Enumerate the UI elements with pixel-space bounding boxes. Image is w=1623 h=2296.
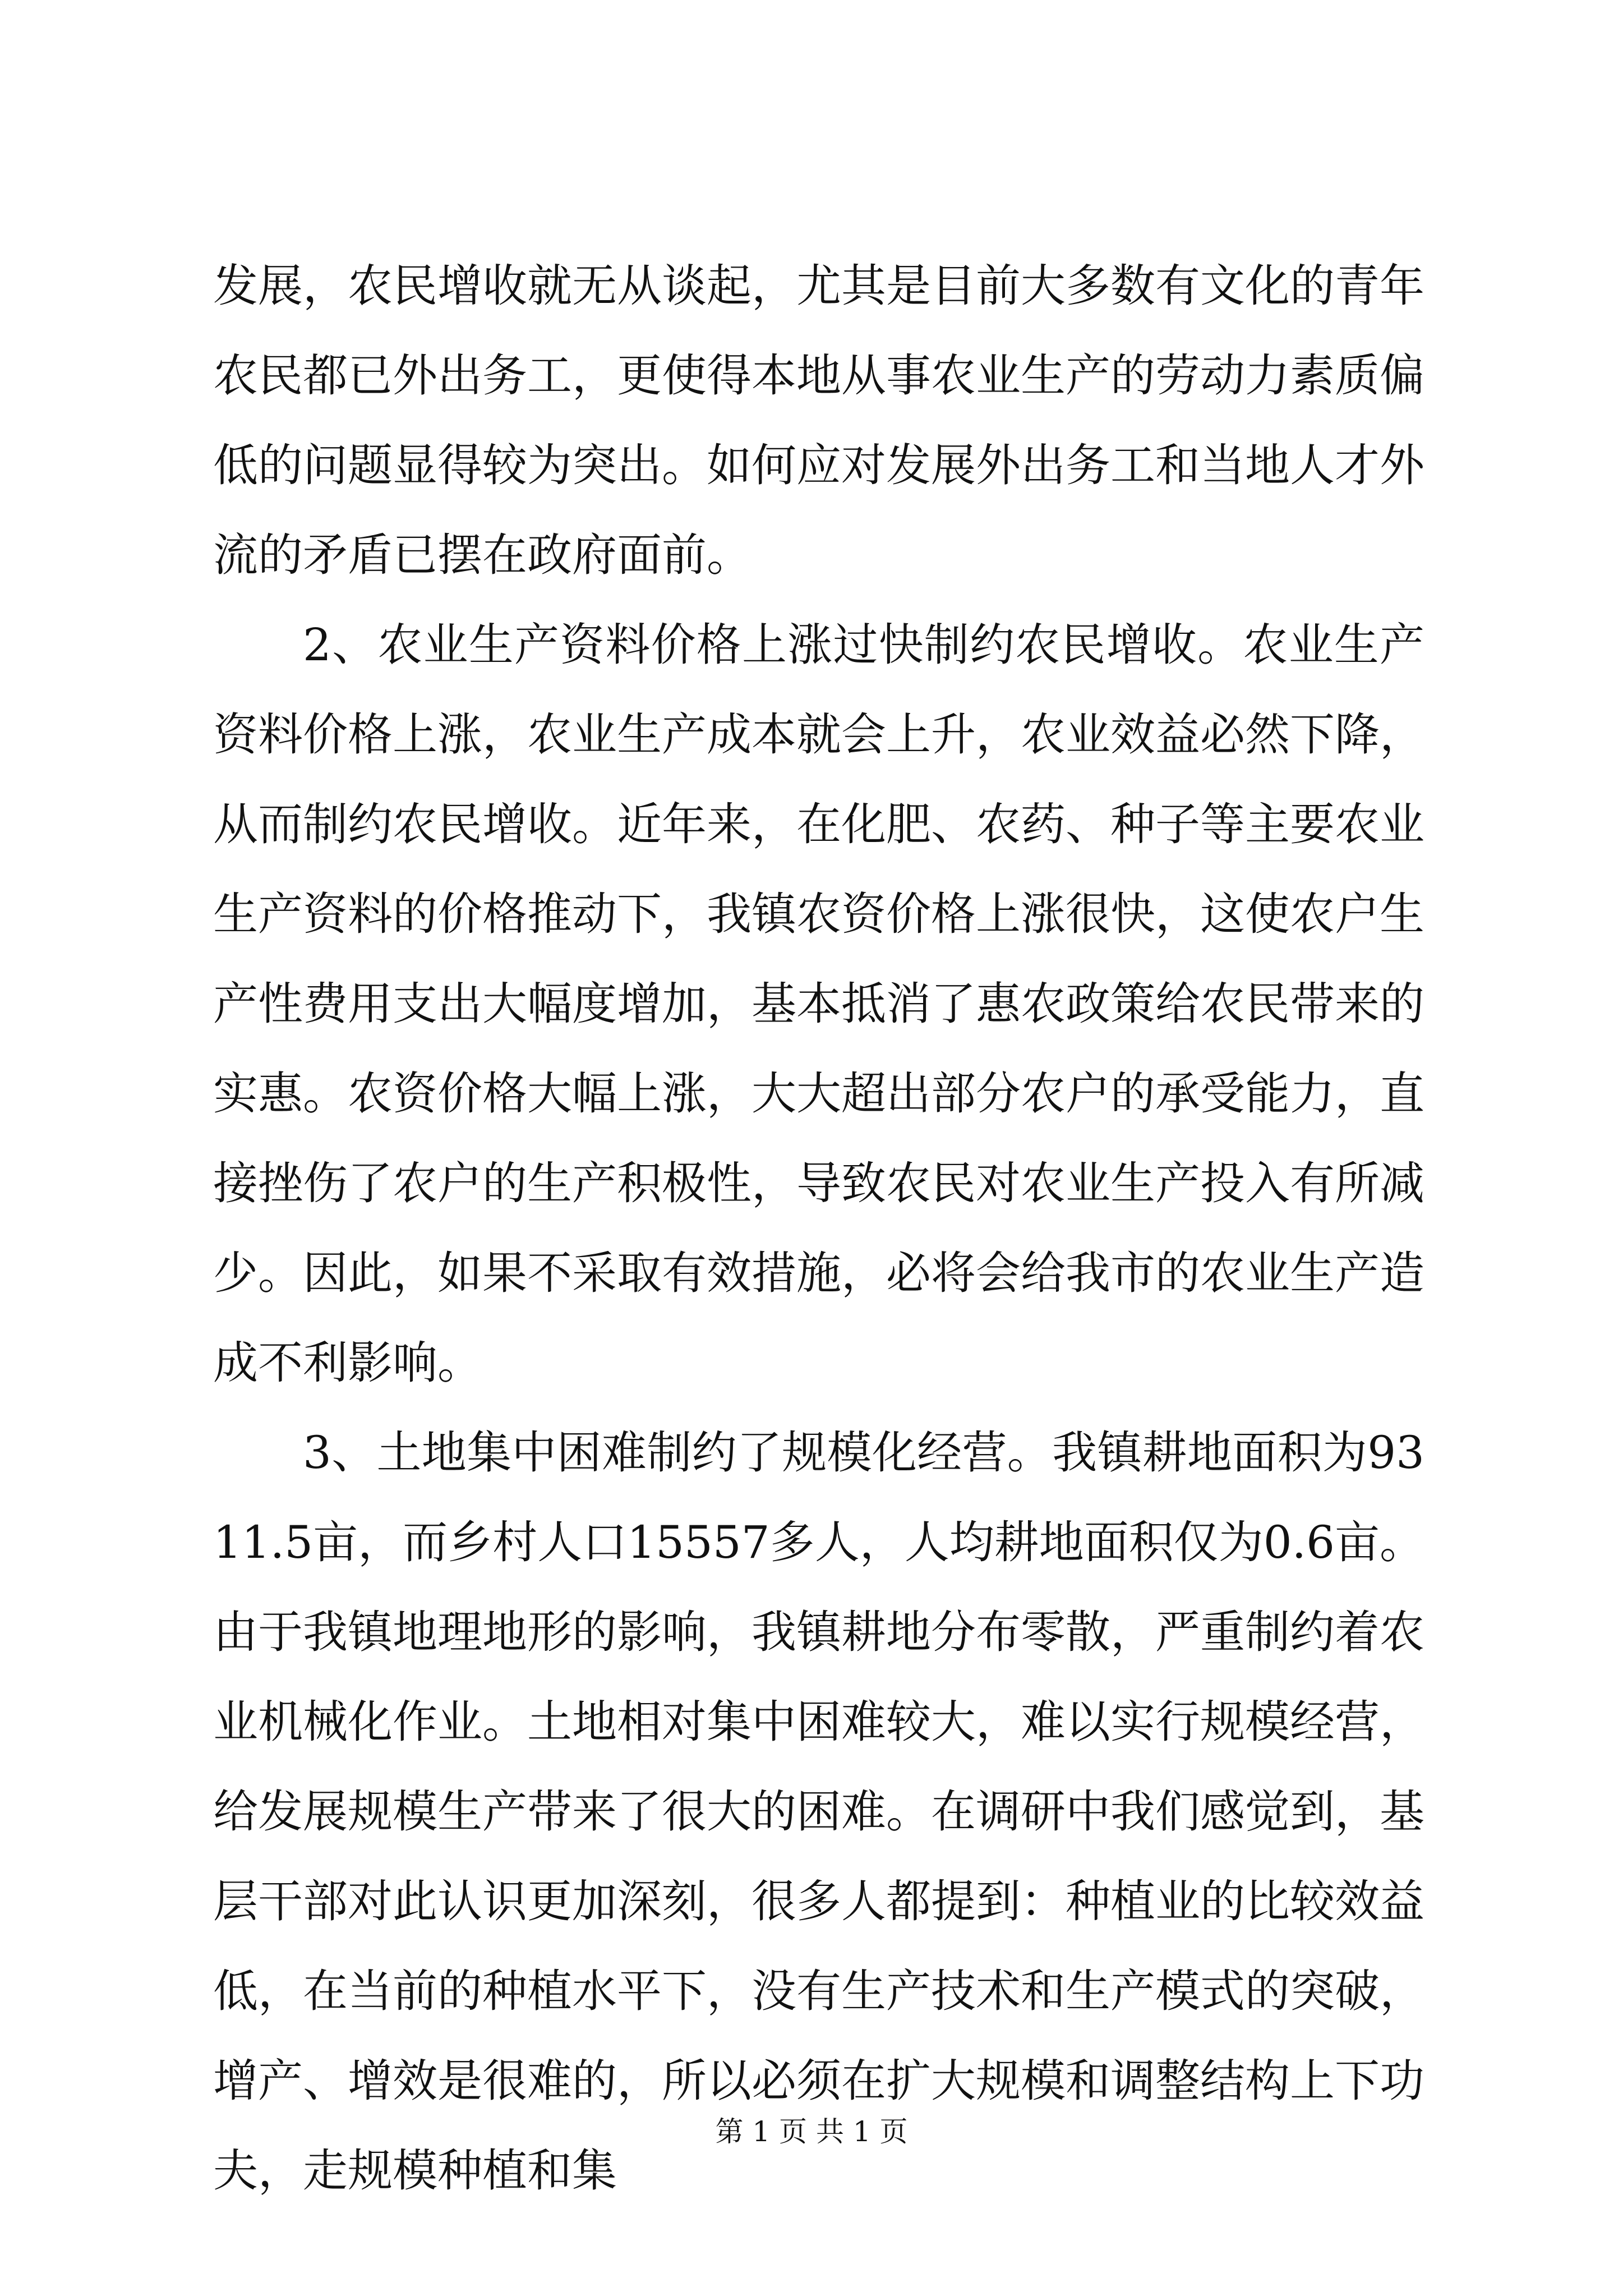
paragraph-point-3: 3、土地集中困难制约了规模化经营。我镇耕地面积为9311.5亩，而乡村人口15557多人，人均耕地面积仅为0.6亩。由于我镇地理地形的影响，我镇耕地分布零散，严重制约着农业机械化作业。土地相对集中困难较大，难以实行规模经营，给发展规模生产带来了很大的困难。在调研中我们感觉到，基层干部对此认识更加深刻，很多人都提到：种植业的比较效益低，在当前的种植水平下，没有生产技术和生产模式的突破，增产、增效是很难的，所以必须在扩大规模和调整结构上下功夫，走规模种植和集 — [213, 1427, 1424, 2197]
paragraph-point-2: 2、农业生产资料价格上涨过快制约农民增收。农业生产资料价格上涨，农业生产成本就会上升，农业效益必然下降，从而制约农民增收。近年来，在化肥、农药、种子等主要农业生产资料的价格推动下，我镇农资价格上涨很快，这使农户生产性费用支出大幅度增加，基本抵消了惠农政策给农民带来的实惠。农资价格大幅上涨，大大超出部分农户的承受能力，直接挫伤了农户的生产积极性，导致农民对农业生产投入有所减少。因此，如果不采取有效措施，必将会给我市的农业生产造成不利影响。 — [213, 619, 1424, 1389]
page-number-label: 第 1 页 共 1 页 — [715, 2115, 908, 2148]
paragraph-continuation: 发展，农民增收就无从谈起，尤其是目前大多数有文化的青年农民都已外出务工，更使得本地从事农业生产的劳动力素质偏低的问题显得较为突出。如何应对发展外出务工和当地人才外流的矛盾已摆在政府面前。 — [213, 260, 1424, 581]
document-body — [213, 241, 1424, 2216]
page-footer — [0, 2112, 1623, 2151]
